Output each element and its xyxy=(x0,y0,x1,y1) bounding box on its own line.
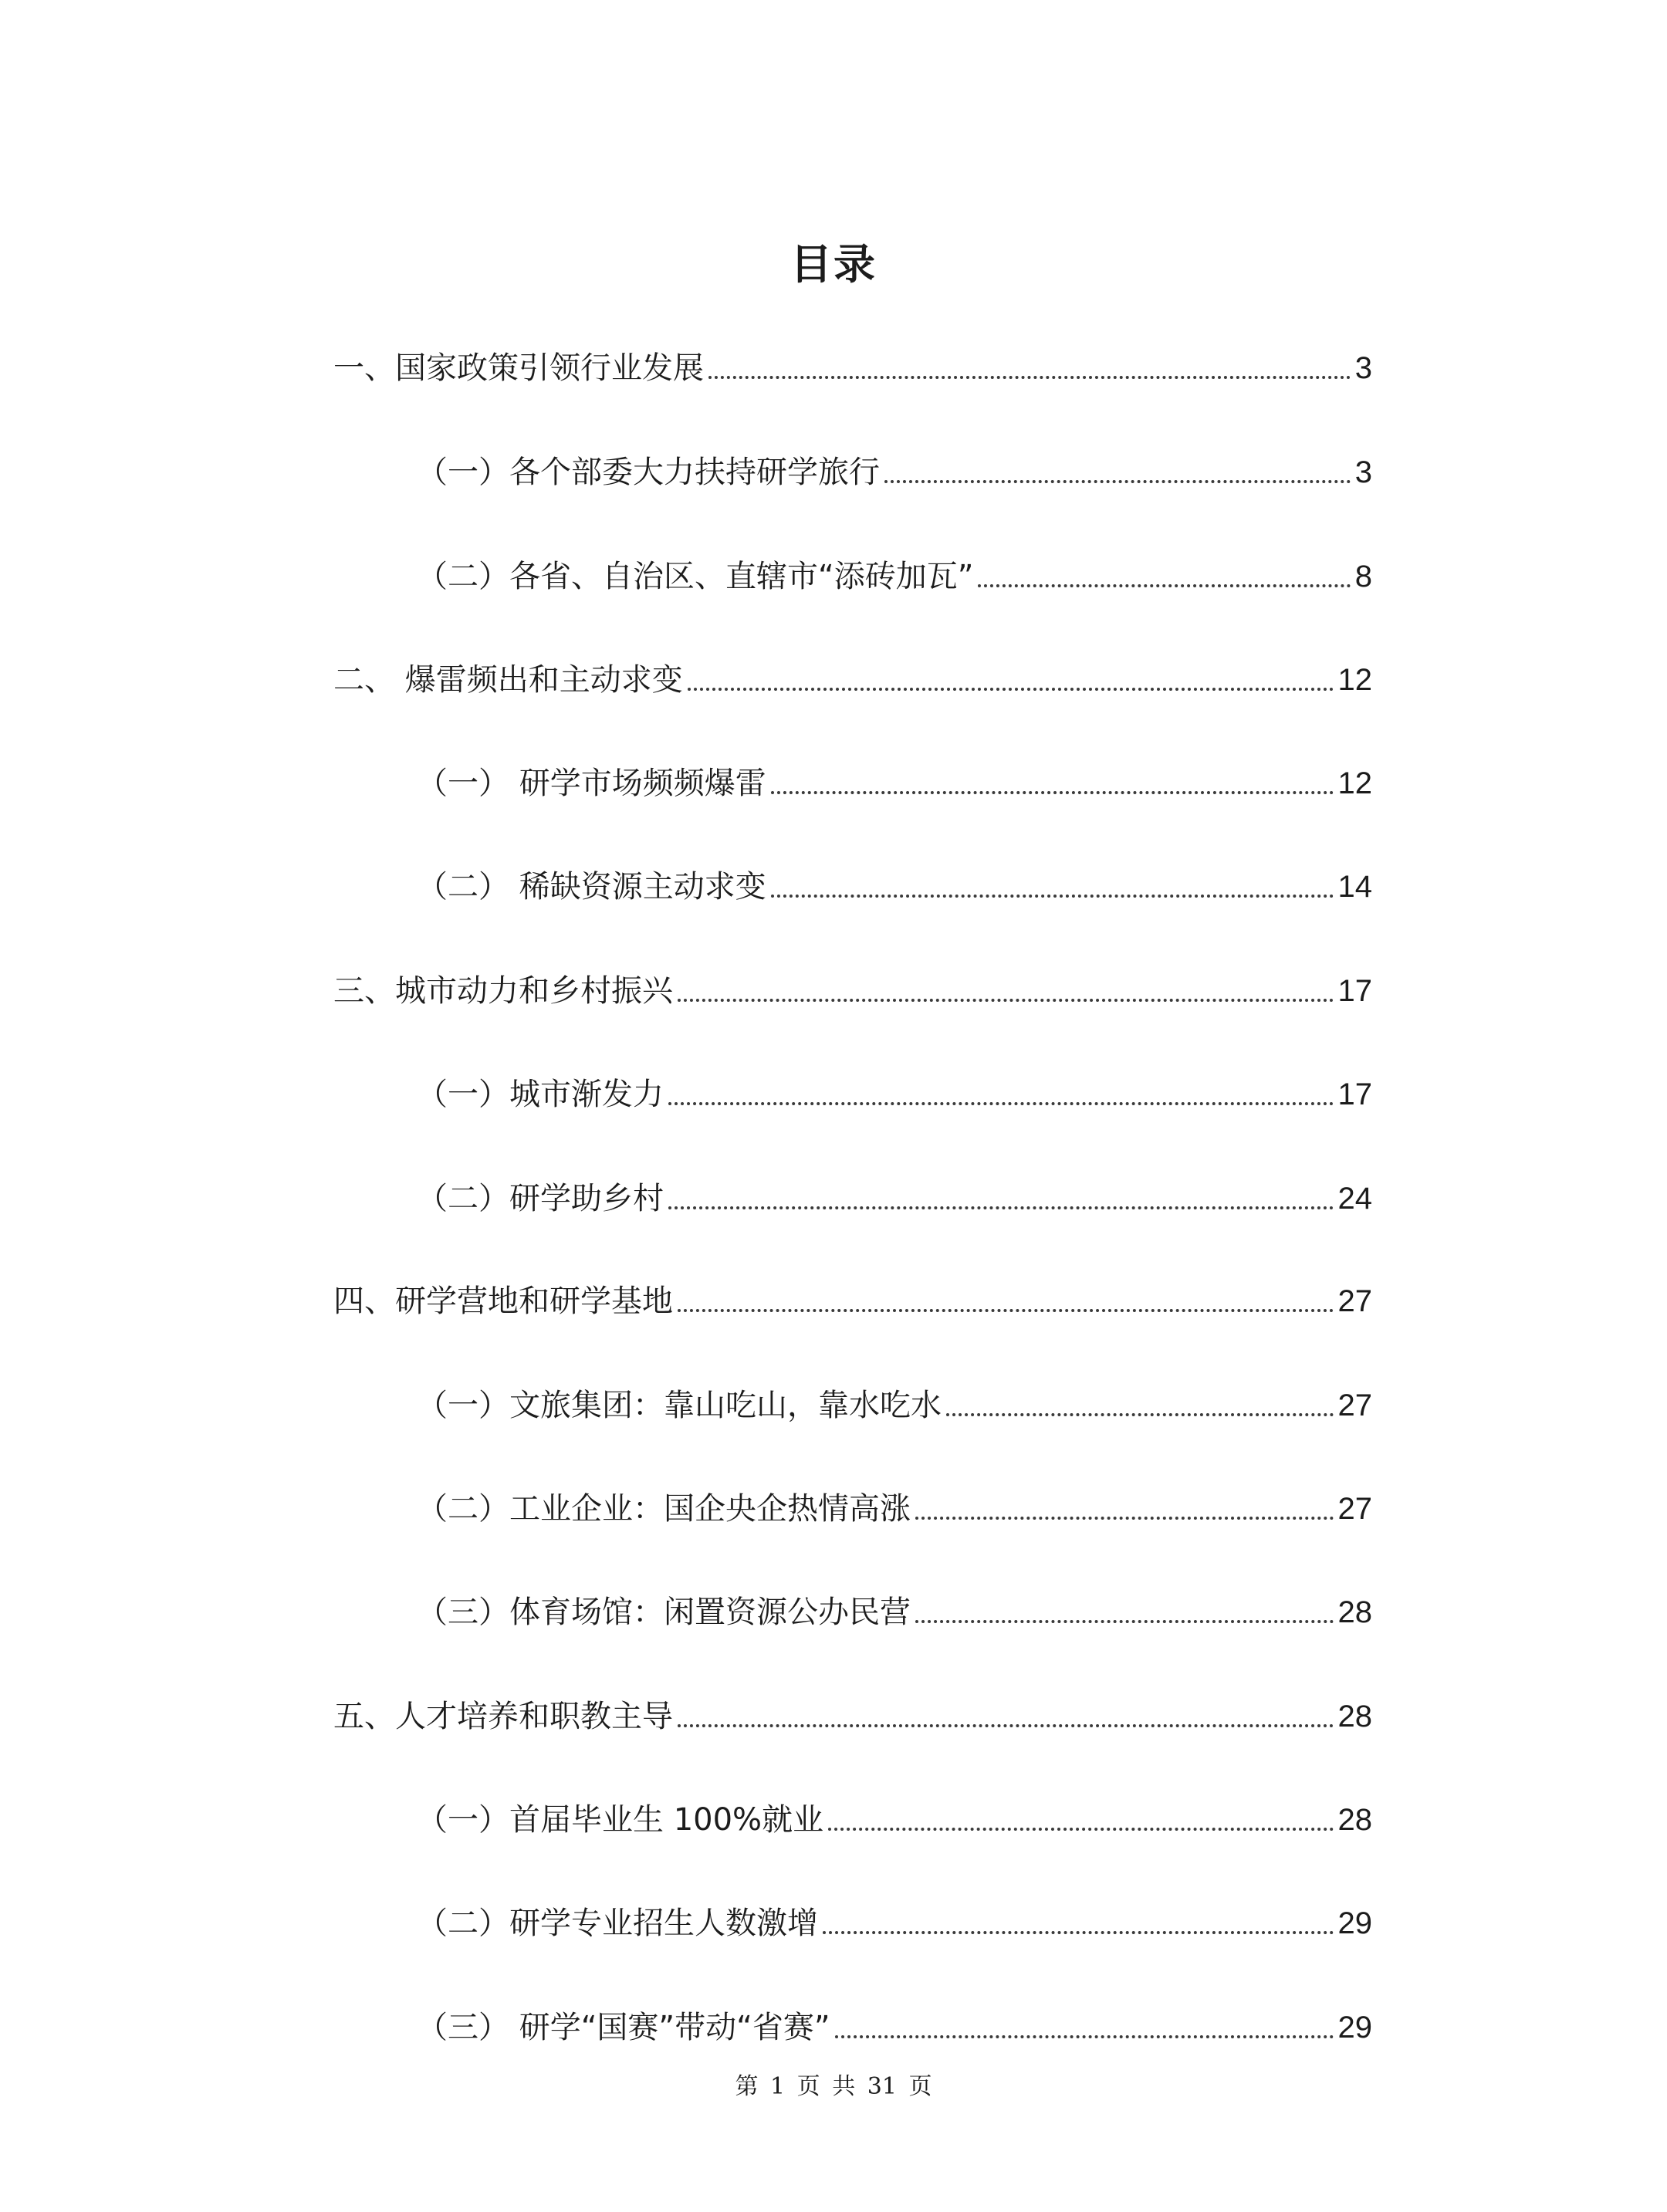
toc-entry-label: （二）工业企业：国企央企热情高涨 xyxy=(417,1491,911,1527)
toc-entry-label: 三、城市动力和乡村振兴 xyxy=(333,973,673,1009)
toc-entry[interactable] xyxy=(333,1693,1372,1740)
dot-leader xyxy=(678,999,1334,1002)
toc-entry-page: 17 xyxy=(1337,1077,1372,1111)
dot-leader xyxy=(678,1724,1334,1727)
toc-entry-label: （三） 研学“国赛”带动“省赛” xyxy=(417,2010,830,2045)
toc-entry-label: （二）研学助乡村 xyxy=(417,1181,664,1216)
toc-entry-page: 12 xyxy=(1337,663,1372,697)
dot-leader xyxy=(678,1309,1334,1312)
toc-entry-page: 14 xyxy=(1337,870,1372,904)
toc-entry[interactable] xyxy=(417,1797,1372,1843)
toc-entry[interactable] xyxy=(417,1382,1372,1429)
toc-entry-label: （一）文旅集团：靠山吃山，靠水吃水 xyxy=(417,1388,942,1423)
toc-entry-label: 四、研学营地和研学基地 xyxy=(333,1284,673,1319)
toc-entry[interactable] xyxy=(417,1175,1372,1222)
toc-entry[interactable] xyxy=(333,1278,1372,1324)
toc-entry-page: 3 xyxy=(1354,351,1372,385)
dot-leader xyxy=(884,480,1351,483)
toc-entry-page: 8 xyxy=(1354,560,1372,594)
toc-entry-label: （一）城市渐发力 xyxy=(417,1077,664,1112)
toc-entry-label: （二） 稀缺资源主动求变 xyxy=(417,869,766,905)
dot-leader xyxy=(915,1620,1334,1623)
dot-leader xyxy=(828,1828,1333,1831)
toc-entry[interactable] xyxy=(417,864,1372,910)
toc-entry-page: 29 xyxy=(1337,2011,1372,2045)
dot-leader xyxy=(708,376,1351,379)
toc-entry[interactable] xyxy=(333,345,1372,391)
dot-leader xyxy=(771,895,1334,898)
toc-entry[interactable] xyxy=(333,657,1372,703)
toc-entry[interactable] xyxy=(417,1900,1372,1946)
dot-leader xyxy=(668,1206,1334,1209)
toc-entry-page: 24 xyxy=(1337,1182,1372,1216)
toc-entry[interactable] xyxy=(417,449,1372,496)
dot-leader xyxy=(823,1931,1334,1934)
dot-leader xyxy=(835,2035,1334,2038)
dot-leader xyxy=(771,791,1334,794)
toc-entry-label: 一、国家政策引领行业发展 xyxy=(333,350,704,386)
toc-entry-label: （二）各省、自治区、直辖市“添砖加瓦” xyxy=(417,559,974,594)
dot-leader xyxy=(978,584,1350,587)
toc-title: 目录 xyxy=(790,240,877,289)
toc-entry-page: 28 xyxy=(1337,1595,1372,1629)
toc-entry-page: 17 xyxy=(1337,974,1372,1008)
toc-entry[interactable] xyxy=(417,2004,1372,2051)
toc-entry-label: （二）研学专业招生人数激增 xyxy=(417,1906,818,1941)
dot-leader xyxy=(915,1517,1334,1520)
toc-entry[interactable] xyxy=(417,1589,1372,1635)
toc-entry-page: 3 xyxy=(1354,455,1372,489)
dot-leader xyxy=(688,688,1334,691)
toc-entry-label: （一）各个部委大力扶持研学旅行 xyxy=(417,455,880,490)
toc-entry[interactable] xyxy=(417,553,1372,600)
toc-entry-page: 27 xyxy=(1337,1492,1372,1526)
toc-entry-page: 27 xyxy=(1337,1388,1372,1422)
toc-entry-page: 28 xyxy=(1337,1700,1372,1733)
toc-entry-page: 12 xyxy=(1337,766,1372,800)
toc-entry-page: 28 xyxy=(1337,1803,1372,1837)
toc-entry-label: 二、 爆雷频出和主动求变 xyxy=(333,662,683,698)
toc-entry-label: （三）体育场馆：闲置资源公办民营 xyxy=(417,1595,911,1630)
dot-leader xyxy=(668,1102,1334,1105)
toc-entry[interactable] xyxy=(417,1071,1372,1118)
toc-entry-label: （一）首届毕业生 100%就业 xyxy=(417,1802,824,1838)
toc-entry-label: （一） 研学市场频频爆雷 xyxy=(417,766,766,801)
page-number-footer: 第 1 页 共 31 页 xyxy=(735,2073,932,2100)
toc-entry-label: 五、人才培养和职教主导 xyxy=(333,1699,673,1734)
toc-entry[interactable] xyxy=(333,968,1372,1014)
toc-entry-page: 29 xyxy=(1337,1906,1372,1940)
toc-entry[interactable] xyxy=(417,760,1372,807)
toc-entry-page: 27 xyxy=(1337,1284,1372,1318)
toc-entry[interactable] xyxy=(417,1486,1372,1532)
dot-leader xyxy=(946,1413,1334,1416)
